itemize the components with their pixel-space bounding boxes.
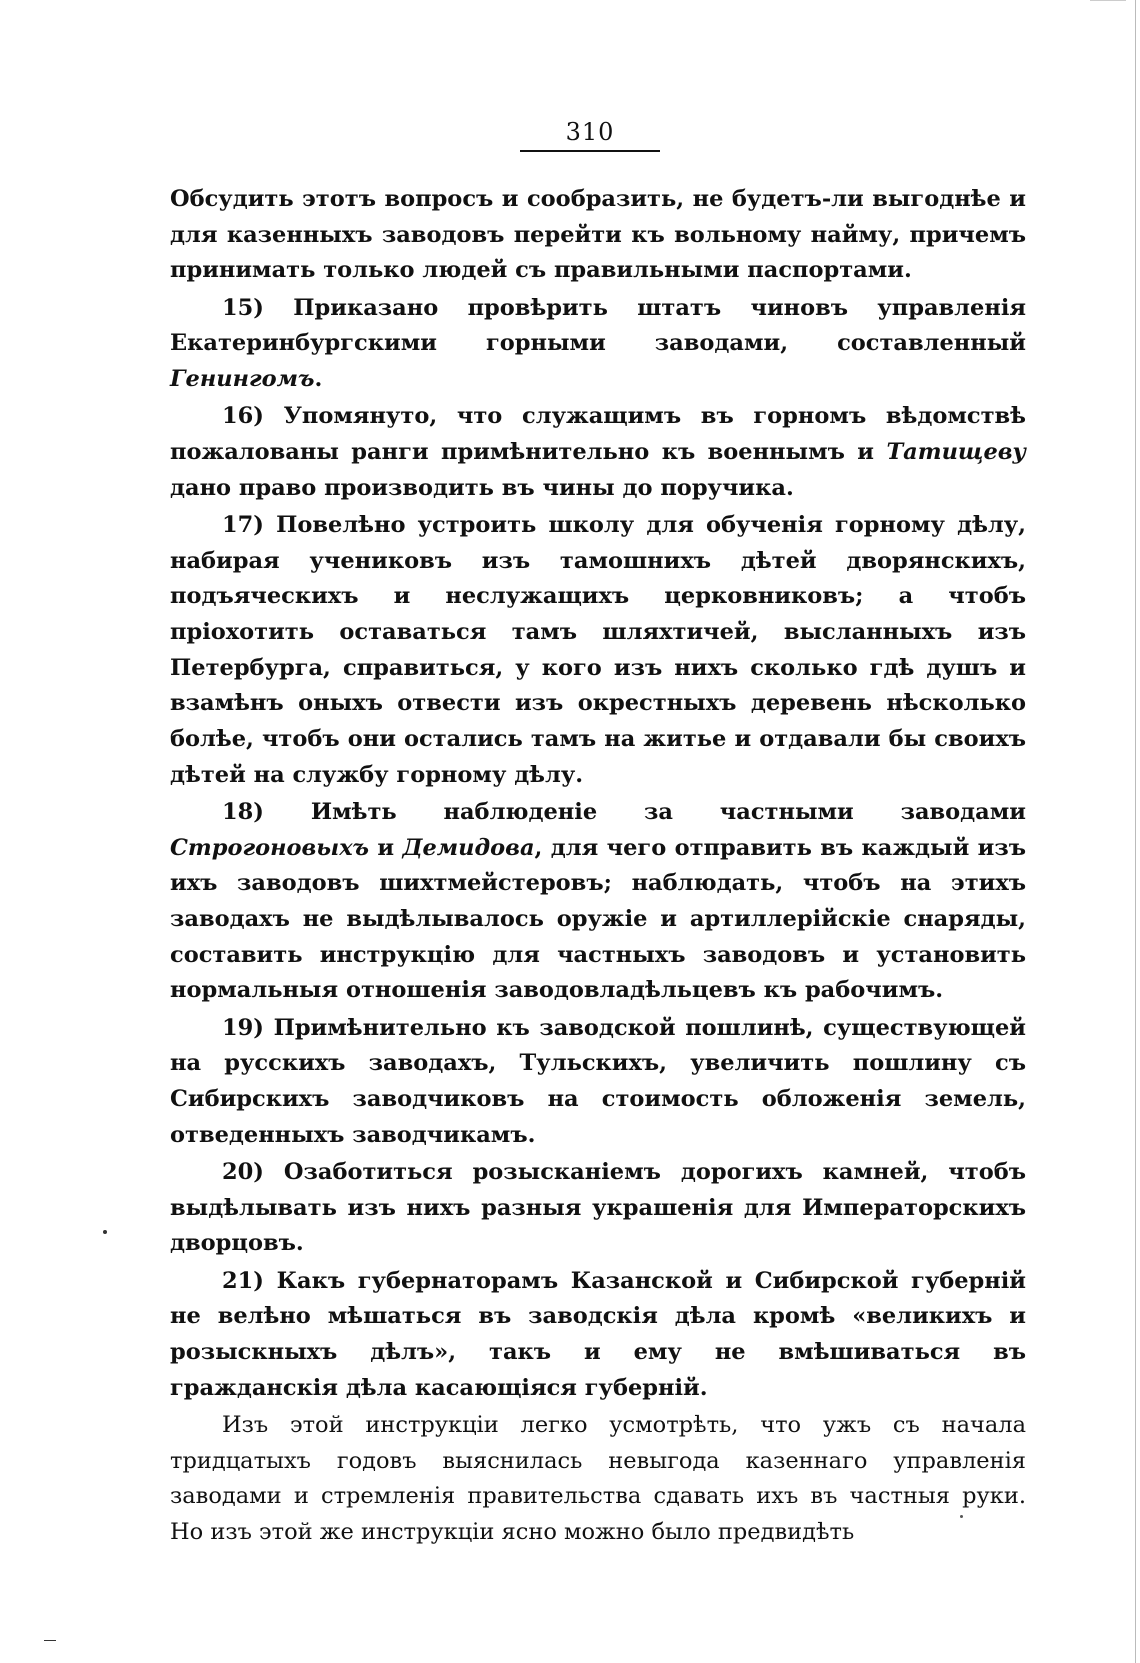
margin-mark: [44, 1640, 56, 1641]
page-number: 310: [565, 118, 615, 146]
paragraph-text: 21) Какъ губернаторамъ Казанской и Сибирской губерній не велѣно мѣшаться въ заводскія дѣла кромѣ «великихъ и розыскныхъ дѣлъ», такъ и ему не вмѣшиваться въ гражданскія дѣла касающіяся губерній.: [170, 1267, 1026, 1401]
paragraph-text: 19) Примѣнительно къ заводской пошлинѣ, существующей на русскихъ заводахъ, Тульскихъ, увеличить пошлину съ Сибирскихъ заводчиковъ на стоимость обложенія земель, отведенныхъ заводчикамъ.: [170, 1014, 1026, 1148]
page-number-underline: [520, 150, 660, 152]
paragraph-text: 15) Приказано провѣрить штатъ чиновъ управленія Екатеринбургскими горными заводами, составленный: [170, 294, 1026, 357]
paragraph-text: 16) Упомянуто, что служащимъ въ горномъ вѣдомствѣ пожалованы ранги примѣнительно къ военнымъ и: [170, 403, 1026, 465]
paragraph-item-17: [170, 508, 1026, 794]
paragraph-item-16: [170, 399, 1026, 506]
paragraph-text: , для чего отправить въ каждый изъ ихъ заводовъ шихтмейстеровъ; наблюдать, чтобъ на этихъ заводахъ не выдѣлывалось оружіе и артиллерійскіе снаряды, составить инструкцію для частныхъ заводовъ и установить нормальныя отношенія заводовладѣльцевъ къ рабочимъ.: [170, 834, 1026, 1004]
paragraph-text: и: [368, 834, 403, 861]
page-body: [170, 182, 1026, 1552]
paragraph-item-21: [170, 1264, 1026, 1407]
margin-speck: [960, 1515, 963, 1518]
paragraph-item-18: [170, 795, 1026, 1009]
emphasis-name: Татищеву: [886, 438, 1026, 465]
paragraph-text: Обсудить этотъ вопросъ и сообразить, не будетъ-ли выгоднѣе и для казенныхъ заводовъ перейти къ вольному найму, причемъ принимать только людей съ правильными паспортами.: [170, 186, 1026, 284]
emphasis-name: Генингомъ: [170, 366, 315, 393]
margin-speck: [103, 1230, 107, 1234]
corner-scan-mark: [1090, 0, 1126, 1]
emphasis-name: Демидова: [402, 834, 535, 861]
paragraph-conclusion: [170, 1408, 1026, 1551]
paragraph-text: Изъ этой инструкціи легко усмотрѣть, что ужъ съ начала тридцатыхъ годовъ выяснилась невыгода казеннаго управленія заводами и стремленія правительства сдавать ихъ въ частныя руки. Но изъ этой же инструкціи ясно можно было предвидѣть: [170, 1411, 1026, 1546]
emphasis-name: Строгоновыхъ: [170, 834, 369, 861]
paragraph-continuation: [170, 182, 1026, 289]
paragraph-text: 17) Повелѣно устроить школу для обученія горному дѣлу, набирая учениковъ изъ тамошнихъ дѣтей дворянскихъ, подъяческихъ и неслужащихъ церковниковъ; а чтобъ пріохотить оставаться тамъ шляхтичей, высланныхъ изъ Петербурга, справиться, у кого изъ нихъ сколько гдѣ душъ и взамѣнъ оныхъ отвести изъ окрестныхъ деревень нѣсколько болѣе, чтобъ они остались тамъ на житье и отдавали бы своихъ дѣтей на службу горному дѣлу.: [170, 511, 1026, 788]
paragraph-text: дано право производить въ чины до поручика.: [170, 474, 794, 501]
page-edge-line: [1135, 0, 1136, 1663]
paragraph-text: .: [314, 366, 323, 393]
paragraph-text: 18) Имѣть наблюденіе за частными заводами: [222, 798, 1026, 825]
paragraph-text: 20) Озаботиться розысканіемъ дорогихъ камней, чтобъ выдѣлывать изъ нихъ разныя украшенія для Императорскихъ дворцовъ.: [170, 1158, 1026, 1257]
paragraph-item-20: [170, 1155, 1026, 1262]
paragraph-item-15: [170, 291, 1026, 398]
paragraph-item-19: [170, 1011, 1026, 1154]
